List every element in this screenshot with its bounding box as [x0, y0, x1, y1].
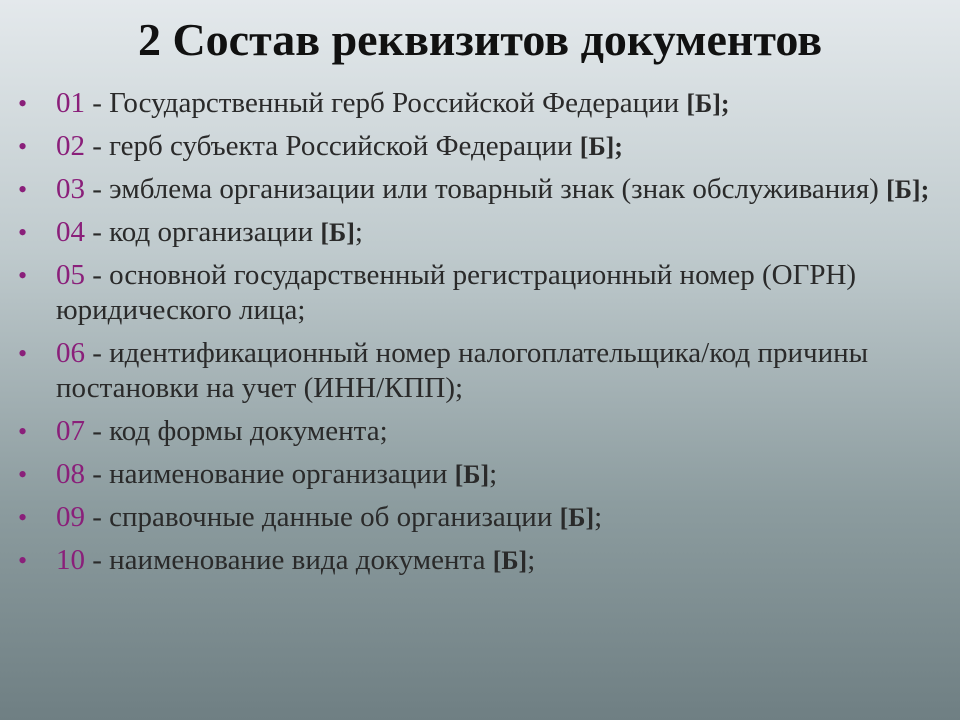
item-text: - эмблема организации или товарный знак (знак обслуживания): [85, 173, 887, 205]
item-text: - справочные данные об организации: [85, 501, 560, 533]
item-tail: ;: [489, 458, 498, 490]
bullet-icon: •: [18, 218, 28, 247]
page-title: 2 Состав реквизитов документов: [137, 14, 823, 65]
item-mark: [Б]: [559, 503, 595, 532]
list-item: [18, 336, 948, 406]
list-item: [18, 172, 948, 207]
item-text: - наименование организации: [85, 458, 455, 490]
list-item: [18, 543, 948, 578]
list-item: [18, 86, 948, 121]
item-mark: [Б];: [686, 89, 730, 118]
requisites-list: [18, 86, 948, 586]
bullet-icon: •: [18, 89, 28, 118]
item-mark: [Б]: [454, 460, 490, 489]
bullet-icon: •: [18, 417, 28, 446]
item-mark: [Б]: [492, 546, 528, 575]
item-number: 07: [56, 415, 85, 447]
item-text: - код формы документа;: [85, 415, 388, 447]
item-text: - код организации: [85, 216, 321, 248]
list-item: [18, 457, 948, 492]
item-text: - идентификационный номер налогоплательщика/код причины постановки на учет (ИНН/КПП);: [56, 337, 869, 404]
bullet-icon: •: [18, 460, 28, 489]
item-number: 05: [56, 259, 85, 291]
item-number: 10: [56, 544, 85, 576]
item-number: 04: [56, 216, 85, 248]
item-number: 09: [56, 501, 85, 533]
item-number: 01: [56, 87, 85, 119]
bullet-icon: •: [18, 503, 28, 532]
item-text: - основной государственный регистрационный номер (ОГРН) юридического лица;: [56, 259, 857, 326]
bullet-icon: •: [18, 132, 28, 161]
list-item: [18, 258, 948, 328]
item-number: 02: [56, 130, 85, 162]
item-number: 03: [56, 173, 85, 205]
item-mark: [Б];: [886, 175, 930, 204]
item-text: - наименование вида документа: [85, 544, 493, 576]
list-item: [18, 414, 948, 449]
item-text: - герб субъекта Российской Федерации: [85, 130, 580, 162]
item-mark: [Б];: [579, 132, 623, 161]
list-item: [18, 215, 948, 250]
bullet-icon: •: [18, 339, 28, 368]
list-item: [18, 500, 948, 535]
item-tail: ;: [354, 216, 363, 248]
item-mark: [Б]: [320, 218, 355, 247]
bullet-icon: •: [18, 175, 28, 204]
bullet-icon: •: [18, 261, 28, 290]
item-number: 06: [56, 337, 85, 369]
item-number: 08: [56, 458, 85, 490]
item-text: - Государственный герб Российской Федерации: [85, 87, 687, 119]
item-tail: ;: [527, 544, 536, 576]
list-item: [18, 129, 948, 164]
bullet-icon: •: [18, 546, 28, 575]
item-tail: ;: [594, 501, 603, 533]
